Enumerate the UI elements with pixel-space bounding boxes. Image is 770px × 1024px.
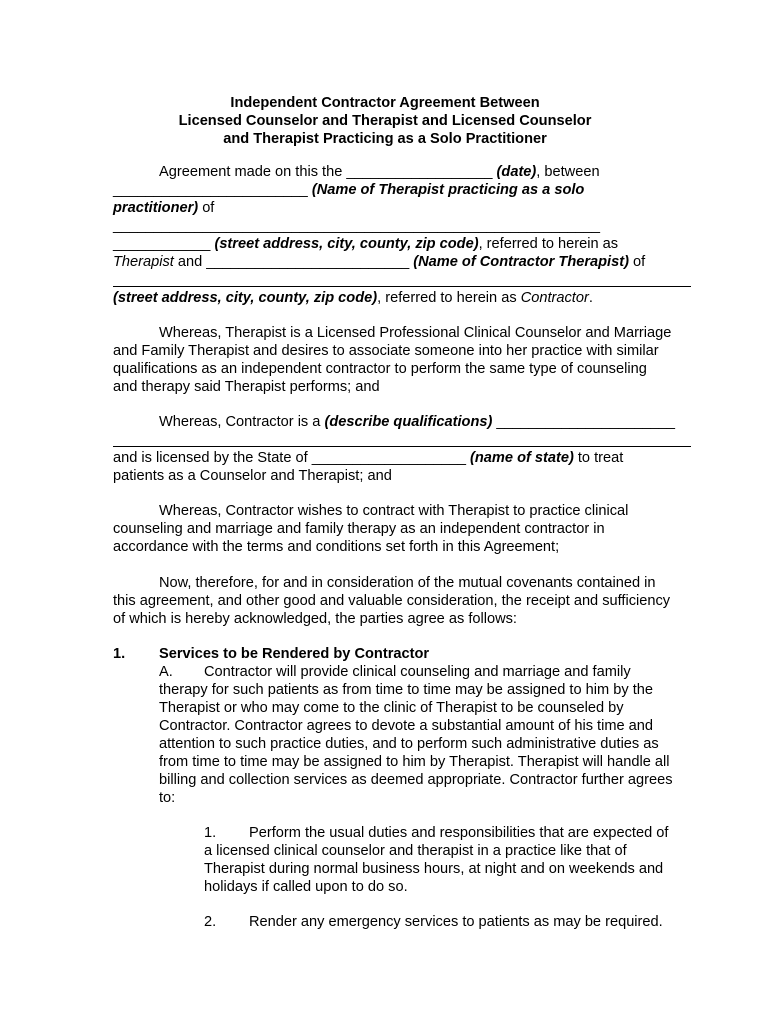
- item-1-line-4: holidays if called upon to do so.: [204, 879, 408, 895]
- whereas1-line-1: Whereas, Therapist is a Licensed Professional Clinical Counselor and Marriage: [159, 325, 672, 341]
- whereas1-line-4: and therapy said Therapist performs; and: [113, 379, 380, 395]
- section-1a-label: A.: [159, 664, 173, 680]
- whereas2-line-1: Whereas, Contractor is a (describe qualifications) ______________________: [159, 414, 675, 430]
- intro-line-5: ____________ (street address, city, county, zip code), referred to herein as: [113, 236, 619, 252]
- now-line-1: Now, therefore, for and in consideration of the mutual covenants contained in: [159, 575, 656, 591]
- section-1a-line-5: attention to such practice duties, and to perform such administrative duties as: [159, 736, 659, 752]
- blank-line-address: [113, 286, 691, 287]
- section-1a-line-6: from time to time may be assigned to him by Therapist. Therapist will handle all: [159, 754, 670, 770]
- section-1a-line-2: therapy for such patients as from time to time may be assigned to him by the: [159, 682, 653, 698]
- section-1a-line-1: Contractor will provide clinical counseling and marriage and family: [204, 664, 631, 680]
- intro-line-4: ____________________________________________________________: [113, 218, 600, 234]
- section-1a-line-4: Contractor. Contractor agrees to devote a substantial amount of his time and: [159, 718, 654, 734]
- intro-line-6: Therapist and _________________________ (Name of Contractor Therapist) of: [113, 254, 646, 270]
- title-line-1: Independent Contractor Agreement Between: [230, 95, 540, 111]
- item-1-line-3: Therapist during normal business hours, at night and on weekends and: [204, 861, 664, 877]
- whereas2-line-4: patients as a Counselor and Therapist; and: [113, 468, 392, 484]
- intro-line-1: Agreement made on this the __________________ (date), between: [159, 164, 600, 180]
- section-1-number: 1.: [113, 646, 126, 662]
- whereas3-line-3: accordance with the terms and conditions set forth in this Agreement;: [113, 539, 560, 555]
- blank-line-qualifications: [113, 446, 691, 447]
- item-2-number: 2.: [204, 914, 217, 930]
- title-line-2: Licensed Counselor and Therapist and Licensed Counselor: [178, 113, 592, 129]
- intro-line-2: ________________________ (Name of Therapist practicing as a solo: [113, 182, 585, 198]
- whereas3-line-1: Whereas, Contractor wishes to contract with Therapist to practice clinical: [159, 503, 629, 519]
- now-line-3: of which is hereby acknowledged, the parties agree as follows:: [113, 611, 517, 627]
- whereas2-line-3: and is licensed by the State of ___________________ (name of state) to treat: [113, 450, 624, 466]
- now-line-2: this agreement, and other good and valuable consideration, the receipt and sufficiency: [113, 593, 671, 609]
- item-2-text: Render any emergency services to patients as may be required.: [249, 914, 663, 930]
- item-1-line-1: Perform the usual duties and responsibilities that are expected of: [249, 825, 669, 841]
- item-1-number: 1.: [204, 825, 217, 841]
- whereas1-line-3: qualifications as an independent contractor to perform the same type of counseling: [113, 361, 647, 377]
- intro-line-3: practitioner) of: [113, 200, 215, 216]
- section-1-heading: Services to be Rendered by Contractor: [159, 646, 430, 662]
- whereas1-line-2: and Family Therapist and desires to associate someone into her practice with similar: [113, 343, 659, 359]
- section-1a-line-7: billing and collection services as deemed appropriate. Contractor further agrees: [159, 772, 673, 788]
- whereas3-line-2: counseling and marriage and family therapy as an independent contractor in: [113, 521, 605, 537]
- intro-line-8: (street address, city, county, zip code), referred to herein as Contractor.: [113, 290, 593, 306]
- title-line-3: and Therapist Practicing as a Solo Practitioner: [223, 131, 547, 147]
- item-1-line-2: a licensed clinical counselor and therapist in a practice like that of: [204, 843, 627, 859]
- section-1a-line-3: Therapist or who may come to the clinic of Therapist to be counseled by: [159, 700, 624, 716]
- section-1a-line-8: to:: [159, 790, 176, 806]
